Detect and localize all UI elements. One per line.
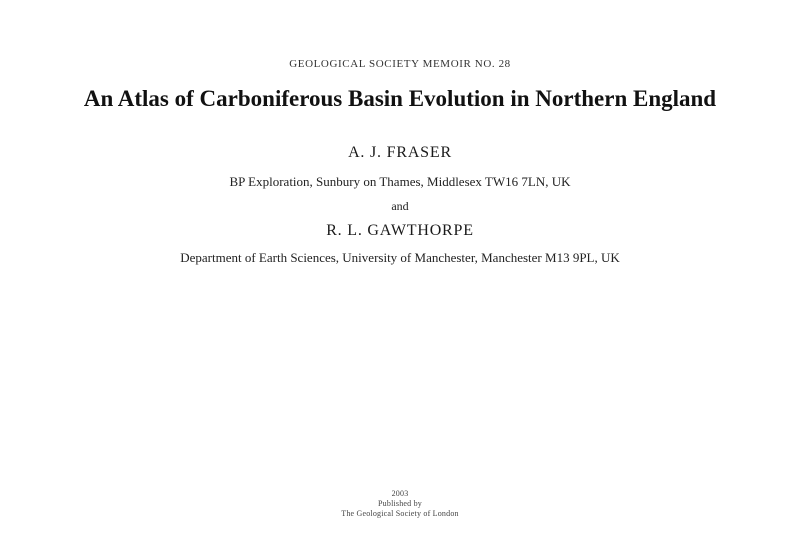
page-title: An Atlas of Carboniferous Basin Evolution in Northern England [83, 86, 717, 111]
series-label: GEOLOGICAL SOCIETY MEMOIR NO. 28 [289, 58, 511, 70]
author-name-2: R. L. GAWTHORPE [326, 222, 474, 239]
imprint-year: 2003 [391, 489, 409, 498]
author-name-1: A. J. FRASER [348, 144, 452, 161]
imprint-publisher: The Geological Society of London [341, 509, 459, 518]
author-conjunction: and [391, 199, 409, 213]
author-affiliation-1: BP Exploration, Sunbury on Thames, Middlesex TW16 7LN, UK [229, 174, 571, 189]
author-affiliation-2: Department of Earth Sciences, University of Manchester, Manchester M13 9PL, UK [180, 250, 620, 265]
imprint-published-by: Published by [378, 499, 422, 508]
